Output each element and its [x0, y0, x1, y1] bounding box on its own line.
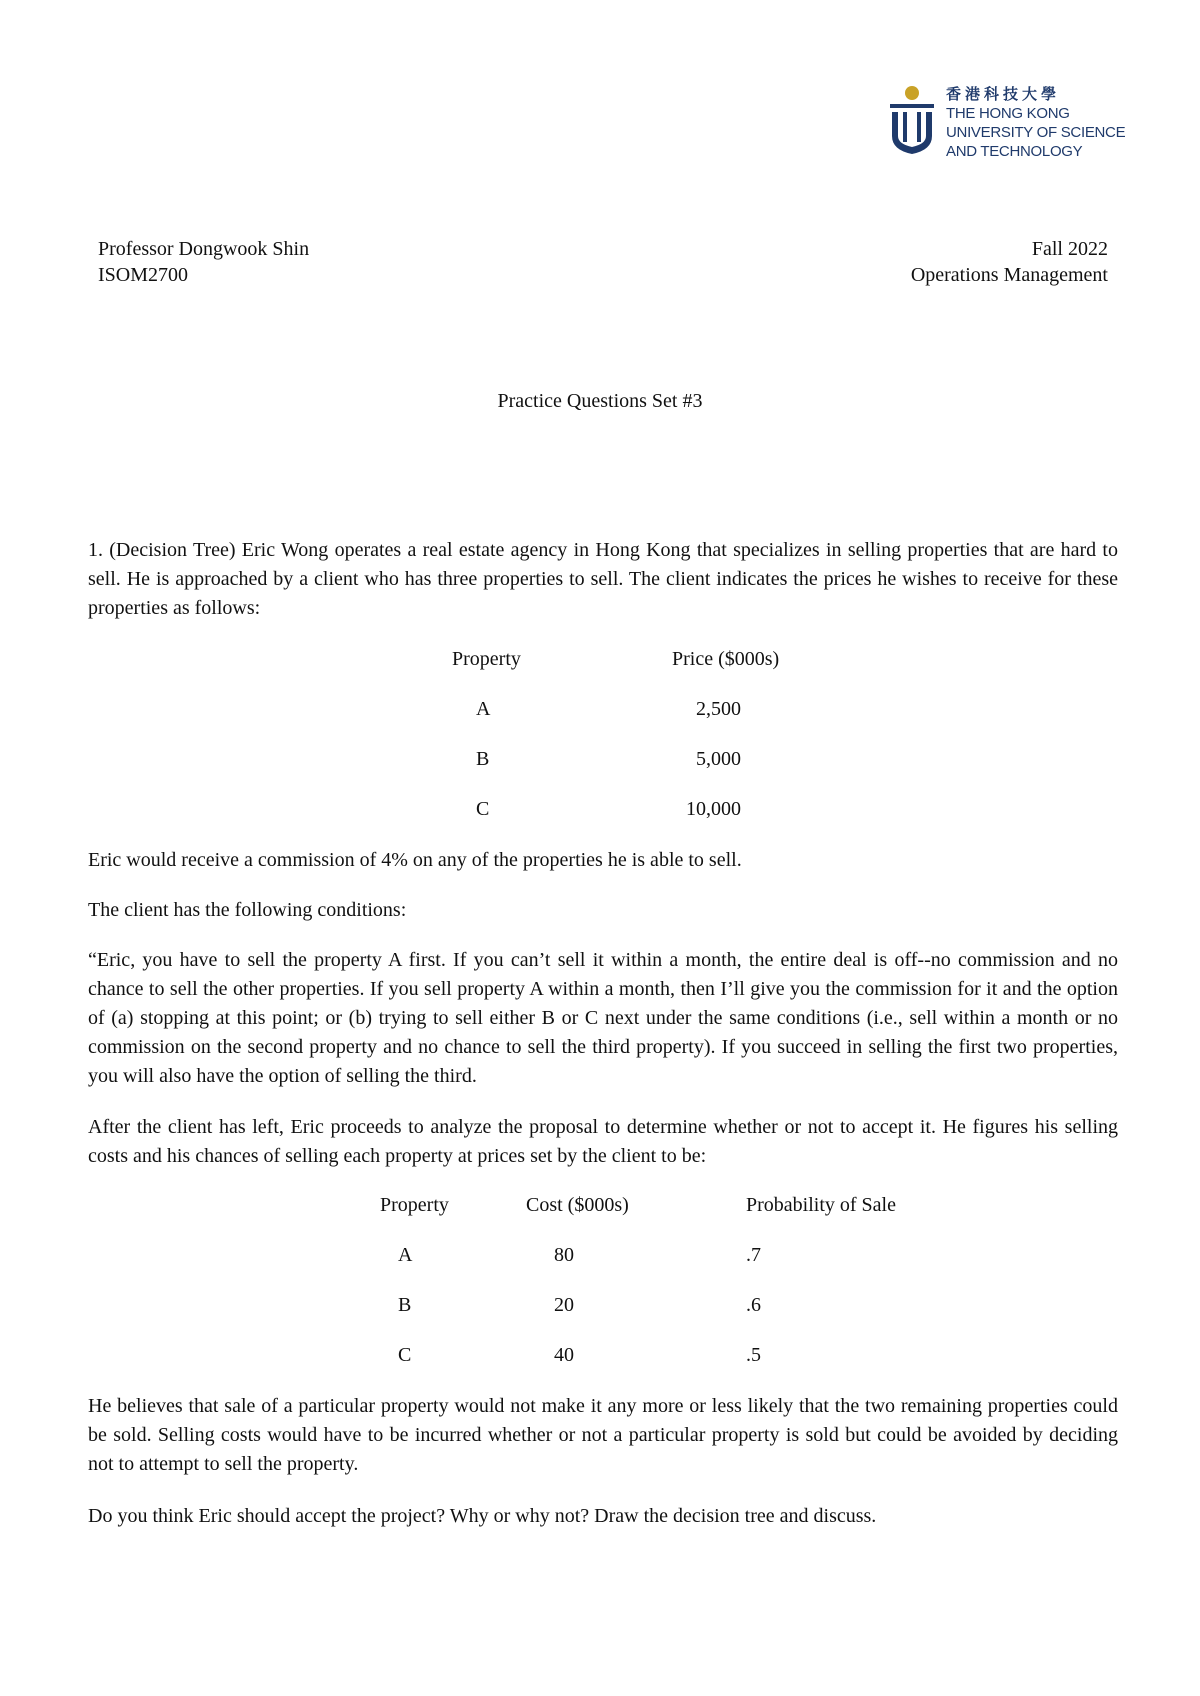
logo-english-line-3: AND TECHNOLOGY [946, 143, 1083, 160]
professor-name: Professor Dongwook Shin [98, 238, 310, 260]
hkust-emblem-icon [886, 84, 938, 162]
client-quote-text: “Eric, you have to sell the property A first. If you can’t sell it within a month, the entire deal is off--no commission and no chance to sell the other properties. If you sell property A within a month, then I’ll give you the commission for it and the option of (a) stopping at this point; or (b) trying to sell either B or C next under the same conditions (i.e., sell within a month or no commission on the second property and no chance to sell the third property). If you succeed in selling the first two properties, you will also have the option of selling the third. [88, 949, 1118, 1087]
price-table-cell: A [476, 698, 491, 720]
price-table-cell: 10,000 [686, 798, 741, 820]
conditions-intro-paragraph [88, 896, 1118, 925]
price-table-cell: B [476, 748, 490, 770]
cost-table-header-property: Property [380, 1194, 449, 1216]
analysis-text: After the client has left, Eric proceeds to analyze the proposal to determine whether or not to accept it. He figures his selling costs and his chances of selling each property at prices set by the client to be: [88, 1116, 1118, 1167]
price-table-header-property: Property [452, 648, 521, 670]
price-table-header-price: Price ($000s) [672, 648, 780, 670]
commission-text: Eric would receive a commission of 4% on any of the properties he is able to sell. [88, 849, 742, 871]
university-logo [886, 84, 1126, 164]
cost-table-header-cost: Cost ($000s) [526, 1194, 629, 1216]
page-title: Practice Questions Set #3 [497, 390, 703, 412]
client-quote-paragraph [88, 946, 1118, 1091]
cost-table-cell: .6 [746, 1294, 761, 1316]
cost-table-cell: 80 [554, 1244, 574, 1266]
final-question-text: Do you think Eric should accept the project? Why or why not? Draw the decision tree and discuss. [88, 1505, 877, 1527]
question-intro [88, 536, 1118, 623]
cost-table-cell: .5 [746, 1344, 761, 1366]
cost-table-header-probability: Probability of Sale [746, 1194, 896, 1216]
final-question-paragraph [88, 1502, 1118, 1531]
course-code: ISOM2700 [98, 264, 189, 286]
cost-table-cell: A [398, 1244, 413, 1266]
commission-paragraph [88, 846, 1118, 875]
term: Fall 2022 [1031, 238, 1108, 260]
conditions-intro-text: The client has the following conditions: [88, 899, 407, 921]
cost-table-cell: 20 [554, 1294, 574, 1316]
course-name: Operations Management [910, 264, 1108, 286]
belief-paragraph [88, 1392, 1118, 1479]
price-table-cell: C [476, 798, 490, 820]
logo-english-line-2: UNIVERSITY OF SCIENCE [946, 124, 1126, 141]
cost-table-cell: C [398, 1344, 412, 1366]
cost-table-cell: .7 [746, 1244, 761, 1266]
cost-table-cell: B [398, 1294, 412, 1316]
price-table-cell: 2,500 [696, 698, 741, 720]
logo-chinese-name: 香港科技大學 [946, 86, 1061, 103]
logo-english-line-1: THE HONG KONG [946, 105, 1070, 122]
question-intro-text: 1. (Decision Tree) Eric Wong operates a real estate agency in Hong Kong that specializes in selling properties that are hard to sell. He is approached by a client who has three properties to sell. The client indicates the prices he wishes to receive for these properties as follows: [88, 539, 1118, 619]
price-table-cell: 5,000 [696, 748, 741, 770]
logo-wordmark [946, 86, 1146, 161]
belief-text: He believes that sale of a particular property would not make it any more or less likely that the two remaining properties could be sold. Selling costs would have to be incurred whether or not a particular property is sold but could be avoided by deciding not to attempt to sell the property. [88, 1395, 1118, 1475]
cost-table-cell: 40 [554, 1344, 574, 1366]
analysis-paragraph [88, 1113, 1118, 1171]
